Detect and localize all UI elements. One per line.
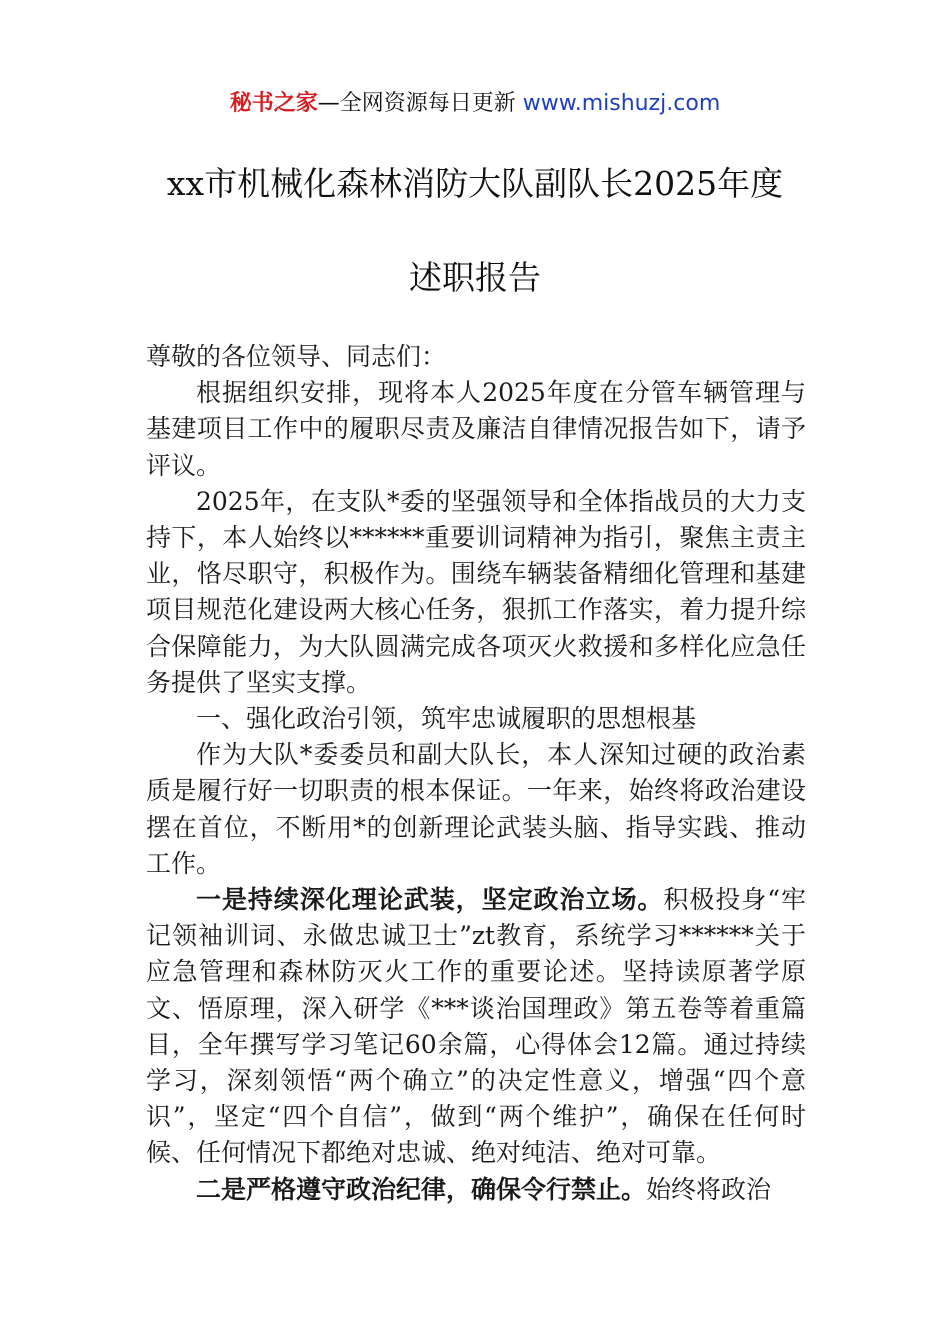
point-heading-1: 一是持续深化理论武装，坚定政治立场。 bbox=[196, 885, 664, 915]
paragraph-theory-study bbox=[146, 882, 806, 1172]
site-tagline: —全网资源每日更新 bbox=[317, 91, 523, 116]
document-title-line-2: 述职报告 bbox=[409, 258, 541, 297]
document-title-line-1: xx市机械化森林消防大队副队长2025年度 bbox=[166, 164, 784, 203]
site-brand: 秘书之家 bbox=[229, 91, 318, 116]
section-heading-1: 一、强化政治引领，筑牢忠诚履职的思想根基 bbox=[196, 704, 697, 734]
site-banner bbox=[0, 88, 950, 120]
salutation: 尊敬的各位领导、同志们： bbox=[146, 342, 447, 371]
paragraph-intro: 根据组织安排，现将本人2025年度在分管车辆管理与基建项目工作中的履职尽责及廉洁自律情况报告如下，请予评议。 bbox=[146, 378, 806, 480]
document-body bbox=[146, 339, 806, 1208]
site-url-link[interactable]: www.mishuzj.com bbox=[522, 91, 721, 116]
point-text-2: 始终将政治 bbox=[646, 1174, 772, 1204]
paragraph-political-role: 作为大队*委委员和副大队长，本人深知过硬的政治素质是履行好一切职责的根本保证。一年来，始终将政治建设摆在首位，不断用*的创新理论武装头脑、指导实践、推动工作。 bbox=[146, 740, 806, 878]
paragraph-overview: 2025年，在支队*委的坚强领导和全体指战员的大力支持下，本人始终以******重要训词精神为指引，聚焦主责主业，恪尽职守，积极作为。围绕车辆装备精细化管理和基建项目规范化建设两大核心任务，狠抓工作落实，着力提升综合保障能力，为大队圆满完成各项灭火救援和多样化应急任务提供了坚实支撑。 bbox=[146, 486, 806, 697]
point-heading-2: 二是严格遵守政治纪律，确保令行禁止。 bbox=[196, 1174, 647, 1204]
paragraph-discipline bbox=[146, 1172, 806, 1208]
point-text-1: 积极投身“牢记领袖训词、永做忠诚卫士”zt教育，系统学习******关于应急管理和森林防灭火工作的重要论述。坚持读原著学原文、悟原理，深入研学《***谈治国理政》第五卷等着重篇目，全年撰写学习笔记60余篇，心得体会12篇。通过持续学习，深刻领悟“两个确立”的决定性意义，增强“四个意识”，坚定“四个自信”，做到“两个维护”，确保在任何时候、任何情况下都绝对忠诚、绝对纯洁、绝对可靠。 bbox=[146, 885, 806, 1168]
